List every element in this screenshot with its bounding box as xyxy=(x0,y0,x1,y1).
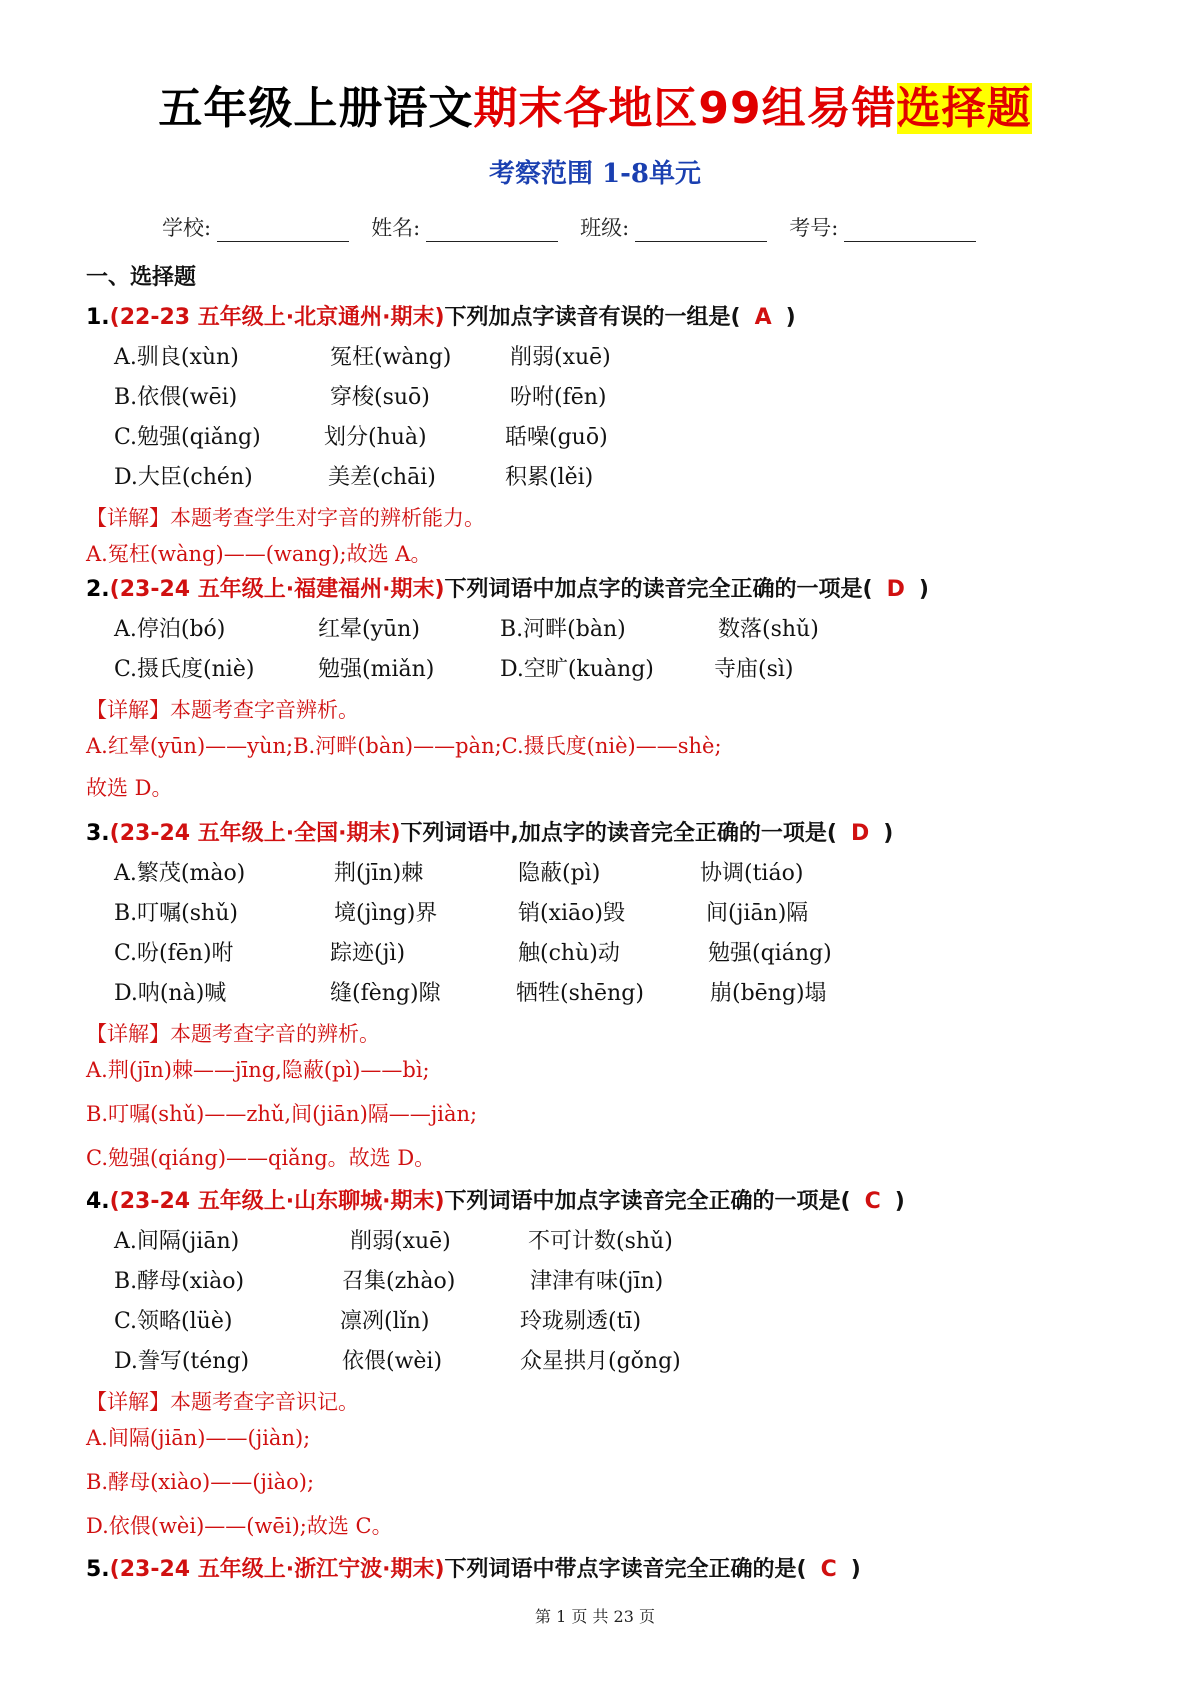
question-source: (23-24 五年级上·山东聊城·期末) xyxy=(109,1189,445,1214)
q2-option-b: B.河畔(bàn) xyxy=(500,617,626,642)
question-number: 5. xyxy=(86,1557,110,1582)
name-blank[interactable] xyxy=(426,221,558,242)
section-heading: 一、选择题 xyxy=(86,265,197,290)
q3-option-a-4: 协调(tiáo) xyxy=(700,861,804,886)
page-subtitle: 考察范围 1-8单元 xyxy=(488,159,702,189)
question-source: (23-24 五年级上·全国·期末) xyxy=(109,821,401,846)
question-4 xyxy=(86,1184,905,1215)
q2-explanation-1: 【详解】本题考查字音辨析。 xyxy=(86,698,359,722)
question-number: 1. xyxy=(86,305,110,330)
q1-option-c-2: 划分(huà) xyxy=(324,425,427,450)
question-stem: 下列词语中带点字读音完全正确的是( xyxy=(444,1557,807,1582)
q3-explanation-1: 【详解】本题考查字音的辨析。 xyxy=(86,1022,380,1046)
question-stem: 下列词语中,加点字的读音完全正确的一项是( xyxy=(400,821,837,846)
q4-explanation-2: A.间隔(jiān)——(jiàn); xyxy=(86,1426,311,1450)
question-source: (22-23 五年级上·北京通州·期末) xyxy=(109,305,445,330)
q2-option-a-2: 红晕(yūn) xyxy=(318,617,420,642)
page-title xyxy=(0,72,1190,136)
q4-option-d-2: 依偎(wèi) xyxy=(342,1349,443,1374)
q4-option-b: B.酵母(xiào) xyxy=(114,1269,245,1294)
q3-option-c-2: 踪迹(jì) xyxy=(330,941,406,966)
q3-option-d: D.呐(nà)喊 xyxy=(114,981,227,1006)
q3-option-a: A.繁茂(mào) xyxy=(114,861,246,886)
q1-explanation-2: A.冤枉(wàng)——(wang);故选 A。 xyxy=(86,542,432,566)
q1-option-b: B.依偎(wēi) xyxy=(114,385,238,410)
q1-option-c-3: 聒噪(guō) xyxy=(505,425,608,450)
q1-option-a-3: 削弱(xuē) xyxy=(510,345,611,370)
class-blank[interactable] xyxy=(635,221,767,242)
title-part-3-highlighted: 选择题 xyxy=(896,83,1032,134)
q4-option-c: C.领略(lüè) xyxy=(114,1309,233,1334)
q4-explanation-3: B.酵母(xiào)——(jiào); xyxy=(86,1470,315,1494)
q2-explanation-3: 故选 D。 xyxy=(86,776,173,800)
question-close-paren: ) xyxy=(850,1557,861,1582)
q4-option-a-2: 削弱(xuē) xyxy=(350,1229,451,1254)
question-stem: 下列加点字读音有误的一组是( xyxy=(444,305,741,330)
q3-option-a-2: 荆(jīn)棘 xyxy=(334,861,424,886)
q3-option-c-4: 勉强(qiáng) xyxy=(708,941,832,966)
q1-option-d-2: 美差(chāi) xyxy=(328,465,436,490)
q1-explanation-1: 【详解】本题考查学生对字音的辨析能力。 xyxy=(86,506,485,530)
question-stem: 下列词语中加点字的读音完全正确的一项是( xyxy=(444,577,873,602)
question-number: 4. xyxy=(86,1189,110,1214)
page-footer: 第 1 页 共 23 页 xyxy=(535,1607,655,1626)
q1-option-b-3: 吩咐(fēn) xyxy=(510,385,607,410)
q3-option-d-2: 缝(fèng)隙 xyxy=(330,981,441,1006)
q2-option-b-2: 数落(shǔ) xyxy=(718,617,819,642)
q3-option-b-2: 境(jìng)界 xyxy=(334,901,438,926)
q2-option-a: A.停泊(bó) xyxy=(114,617,226,642)
question-source: (23-24 五年级上·浙江宁波·期末) xyxy=(109,1557,445,1582)
question-5 xyxy=(86,1552,861,1583)
question-3 xyxy=(86,816,893,847)
q1-option-b-2: 穿梭(suō) xyxy=(330,385,430,410)
number-label: 考号: xyxy=(789,216,839,240)
title-part-2: 期末各地区99组易错 xyxy=(473,83,897,134)
q3-option-b: B.叮嘱(shǔ) xyxy=(114,901,238,926)
q1-option-d-3: 积累(lěi) xyxy=(505,465,594,490)
q4-option-d-3: 众星拱月(gǒng) xyxy=(520,1349,681,1374)
q3-explanation-2: A.荆(jīn)棘——jīng,隐蔽(pì)——bì; xyxy=(86,1058,430,1082)
q3-option-a-3: 隐蔽(pì) xyxy=(518,861,601,886)
name-field[interactable] xyxy=(371,212,558,242)
q1-option-d: D.大臣(chén) xyxy=(114,465,253,490)
q3-option-c-3: 触(chù)动 xyxy=(518,941,620,966)
q3-option-c: C.吩(fēn)咐 xyxy=(114,941,234,966)
q3-option-b-4: 间(jiān)隔 xyxy=(706,901,809,926)
class-label: 班级: xyxy=(580,216,630,240)
q2-option-d-2: 寺庙(sì) xyxy=(714,657,794,682)
question-close-paren: ) xyxy=(918,577,929,602)
question-source: (23-24 五年级上·福建福州·期末) xyxy=(109,577,445,602)
school-field[interactable] xyxy=(162,212,349,242)
question-answer: D xyxy=(886,577,905,602)
q3-option-d-3: 牺牲(shēng) xyxy=(516,981,644,1006)
question-answer: C xyxy=(820,1557,837,1582)
q1-option-a: A.驯良(xùn) xyxy=(114,345,239,370)
q4-option-c-3: 玲珑剔透(tī) xyxy=(520,1309,642,1334)
question-answer: D xyxy=(850,821,870,846)
q2-option-c: C.摄氏度(niè) xyxy=(114,657,255,682)
question-close-paren: ) xyxy=(785,305,796,330)
class-field[interactable] xyxy=(580,212,767,242)
q4-option-a-3: 不可计数(shǔ) xyxy=(528,1229,673,1254)
name-label: 姓名: xyxy=(371,216,421,240)
q3-explanation-3: B.叮嘱(shǔ)——zhǔ,间(jiān)隔——jiàn; xyxy=(86,1102,478,1126)
school-blank[interactable] xyxy=(217,221,349,242)
q3-option-b-3: 销(xiāo)毁 xyxy=(518,901,625,926)
question-answer: C xyxy=(864,1189,881,1214)
question-stem: 下列词语中加点字读音完全正确的一项是( xyxy=(444,1189,851,1214)
q1-option-c: C.勉强(qiǎng) xyxy=(114,425,261,450)
q4-option-a: A.间隔(jiān) xyxy=(114,1229,240,1254)
number-field[interactable] xyxy=(789,212,976,242)
q3-option-d-4: 崩(bēng)塌 xyxy=(710,981,827,1006)
q4-option-d: D.誊写(téng) xyxy=(114,1349,250,1374)
question-1 xyxy=(86,300,796,331)
question-answer: A xyxy=(754,305,772,330)
q2-option-c-2: 勉强(miǎn) xyxy=(318,657,435,682)
question-close-paren: ) xyxy=(883,821,894,846)
student-info-row xyxy=(162,212,1062,242)
q4-option-b-2: 召集(zhào) xyxy=(342,1269,456,1294)
q3-explanation-4: C.勉强(qiáng)——qiǎng。故选 D。 xyxy=(86,1146,436,1170)
q4-explanation-4: D.依偎(wèi)——(wēi);故选 C。 xyxy=(86,1514,393,1538)
q2-option-d: D.空旷(kuàng) xyxy=(500,657,654,682)
q4-option-b-3: 津津有味(jīn) xyxy=(530,1269,664,1294)
q1-option-a-2: 冤枉(wàng) xyxy=(330,345,452,370)
number-blank[interactable] xyxy=(844,221,976,242)
school-label: 学校: xyxy=(162,216,212,240)
q4-explanation-1: 【详解】本题考查字音识记。 xyxy=(86,1390,359,1414)
q2-explanation-2: A.红晕(yūn)——yùn;B.河畔(bàn)——pàn;C.摄氏度(niè)——shè; xyxy=(86,734,722,758)
question-2 xyxy=(86,572,929,603)
question-number: 3. xyxy=(86,821,110,846)
q4-option-c-2: 凛冽(lǐn) xyxy=(340,1309,430,1334)
question-close-paren: ) xyxy=(894,1189,905,1214)
title-part-1: 五年级上册语文 xyxy=(158,83,474,134)
question-number: 2. xyxy=(86,577,110,602)
